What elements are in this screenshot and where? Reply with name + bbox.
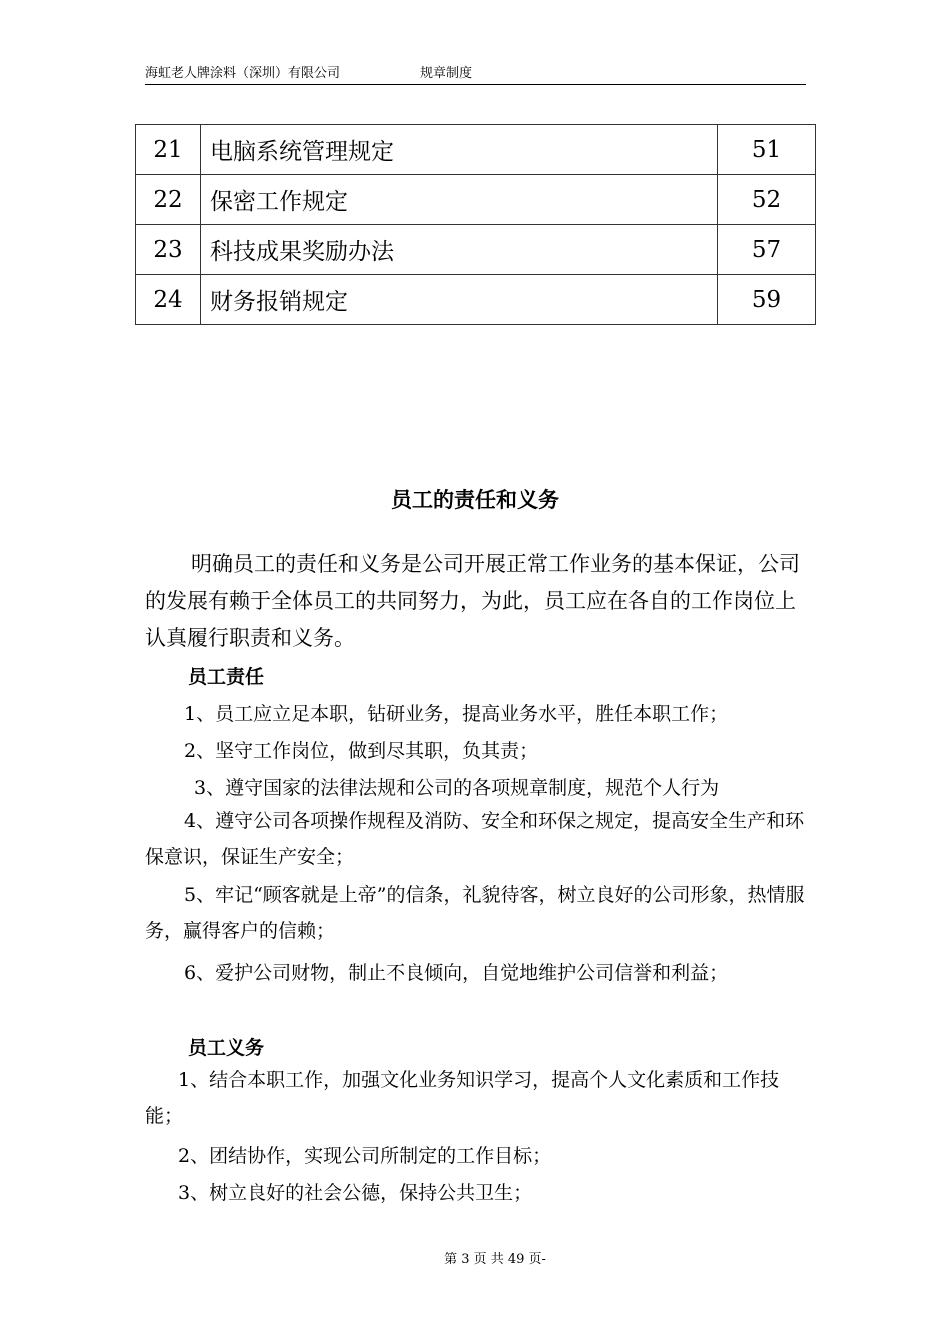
- responsibility-item-5: 5、牢记“顾客就是上帝”的信条，礼貌待客，树立良好的公司形象，热情服务，赢得客户的信赖；: [145, 884, 805, 942]
- toc-num: 24: [136, 275, 201, 325]
- toc-num: 21: [136, 125, 201, 175]
- intro-paragraph: 明确员工的责任和义务是公司开展正常工作业务的基本保证，公司的发展有赖于全体员工的共同努力，为此，员工应在各自的工作岗位上认真履行职责和义务。: [145, 552, 800, 650]
- toc-page: 57: [718, 225, 816, 275]
- responsibility-item-4: 4、遵守公司各项操作规程及消防、安全和环保之规定，提高安全生产和环保意识，保证生产安全；: [145, 810, 805, 868]
- toc-table: [135, 124, 816, 325]
- responsibility-item-1: 1、员工应立足本职，钻研业务，提高业务水平，胜任本职工作；: [184, 703, 729, 725]
- responsibilities-heading: 员工责任: [188, 666, 265, 688]
- obligation-item-3: 3、树立良好的社会公德，保持公共卫生；: [178, 1182, 533, 1204]
- toc-page: 59: [718, 275, 816, 325]
- responsibility-item-2: 2、坚守工作岗位，做到尽其职，负其责；: [184, 740, 539, 762]
- document-title: 员工的责任和义务: [391, 487, 559, 512]
- toc-num: 22: [136, 175, 201, 225]
- toc-num: 23: [136, 225, 201, 275]
- responsibility-item-6: 6、爱护公司财物，制止不良倾向，自觉地维护公司信誉和利益；: [184, 962, 729, 984]
- toc-title: 财务报销规定: [201, 275, 718, 325]
- obligation-item-2: 2、团结协作，实现公司所制定的工作目标；: [178, 1145, 552, 1167]
- toc-title: 电脑系统管理规定: [201, 125, 718, 175]
- table-row: [136, 275, 816, 325]
- responsibility-item-3: 3、遵守国家的法律法规和公司的各项规章制度，规范个人行为: [194, 777, 720, 799]
- page-footer: 第 3 页 共 49 页-: [444, 1252, 546, 1267]
- toc-title: 科技成果奖励办法: [201, 225, 718, 275]
- header-section: 规章制度: [420, 66, 473, 81]
- table-row: [136, 225, 816, 275]
- table-row: [136, 175, 816, 225]
- toc-title: 保密工作规定: [201, 175, 718, 225]
- toc-page: 52: [718, 175, 816, 225]
- page-header: [145, 64, 806, 85]
- table-row: [136, 125, 816, 175]
- obligation-item-1: 1、结合本职工作，加强文化业务知识学习，提高个人文化素质和工作技能；: [145, 1069, 780, 1127]
- obligations-heading: 员工义务: [188, 1037, 265, 1059]
- header-company: 海虹老人牌涂料（深圳）有限公司: [145, 66, 341, 81]
- toc-page: 51: [718, 125, 816, 175]
